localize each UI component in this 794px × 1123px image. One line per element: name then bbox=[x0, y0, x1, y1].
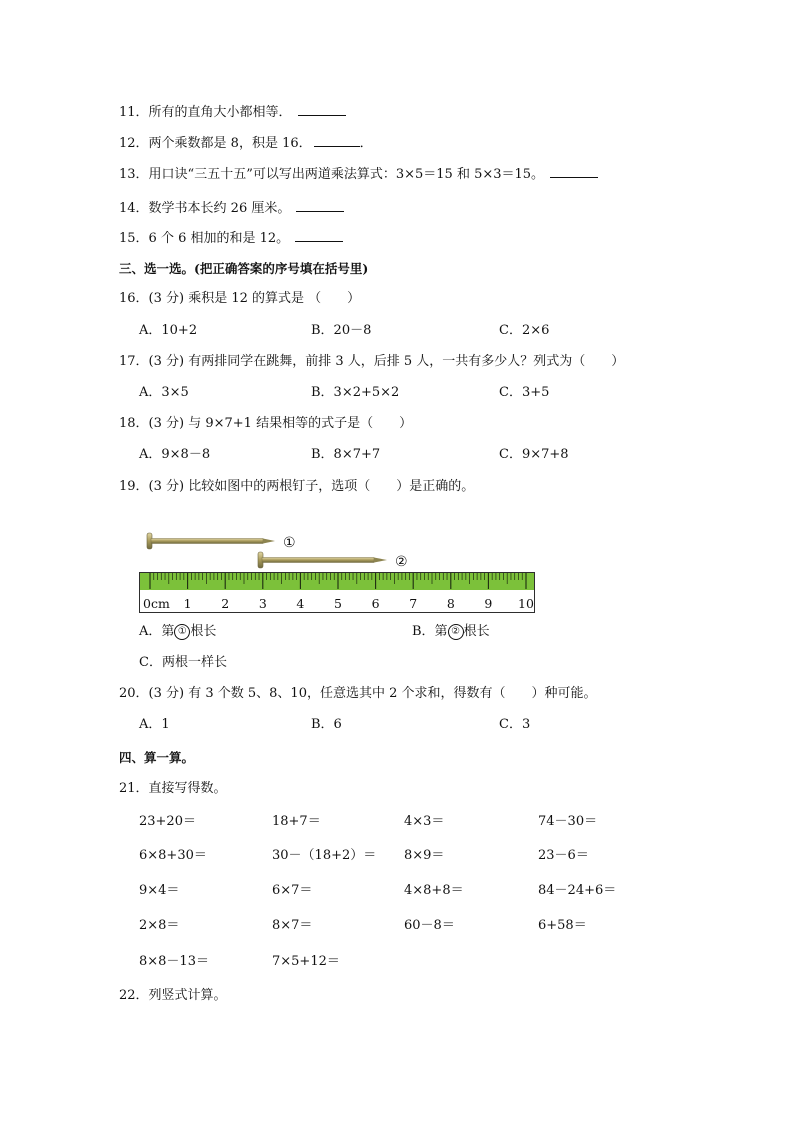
calc-item: 23－6＝ bbox=[538, 848, 589, 863]
ruler-label: 4 bbox=[296, 596, 305, 611]
option-b[interactable]: B．8×7+7 bbox=[311, 447, 381, 462]
question-20: 20．(3 分) 有 3 个数 5、8、10，任意选其中 2 个求和，得数有（ ）种可能。 bbox=[119, 686, 597, 701]
answer-blank[interactable] bbox=[298, 103, 346, 116]
calc-item: 4×8+8＝ bbox=[404, 883, 464, 898]
option-a-suffix: 根长 bbox=[190, 624, 217, 639]
calc-item: 84－24+6＝ bbox=[538, 883, 617, 898]
option-a[interactable]: A．10+2 bbox=[139, 323, 198, 338]
option-a[interactable]: A．1 bbox=[139, 717, 170, 732]
ruler-label: 10 bbox=[518, 596, 534, 611]
option-c[interactable]: C．3 bbox=[499, 717, 531, 732]
calc-item: 6×8+30＝ bbox=[139, 848, 207, 863]
answer-blank[interactable] bbox=[550, 165, 598, 178]
option-a[interactable]: A．3×5 bbox=[139, 385, 189, 400]
question-tail: ． bbox=[359, 136, 373, 151]
calc-item: 9×4＝ bbox=[139, 883, 180, 898]
ruler-label: 6 bbox=[371, 596, 380, 611]
question-13 bbox=[119, 165, 598, 184]
nail-2 bbox=[258, 552, 387, 568]
question-11 bbox=[119, 103, 346, 122]
circled-two: ② bbox=[448, 624, 464, 640]
question-21: 21．直接写得数。 bbox=[119, 781, 227, 796]
calc-item: 30－（18+2）＝ bbox=[272, 848, 377, 863]
answer-blank[interactable] bbox=[296, 199, 344, 212]
question-14 bbox=[119, 199, 344, 218]
question-17: 17．(3 分) 有两排同学在跳舞，前排 3 人，后排 5 人，一共有多少人？列式为（ ） bbox=[119, 354, 625, 369]
calc-item: 60－8＝ bbox=[404, 918, 455, 933]
nail-ruler-svg bbox=[139, 530, 539, 616]
ruler-label: 8 bbox=[446, 596, 455, 611]
option-c[interactable]: C．3+5 bbox=[499, 385, 550, 400]
calc-item: 7×5+12＝ bbox=[272, 954, 340, 969]
question-16: 16．(3 分) 乘积是 12 的算式是 （ ） bbox=[119, 291, 361, 306]
question-text: 15．6 个 6 相加的和是 12。 bbox=[119, 231, 290, 246]
question-15 bbox=[119, 229, 343, 248]
calc-item: 18+7＝ bbox=[272, 814, 321, 829]
option-c[interactable]: C．2×6 bbox=[499, 323, 550, 338]
option-b[interactable]: B．6 bbox=[311, 717, 342, 732]
ruler-label: 2 bbox=[221, 596, 230, 611]
section-3-title: 三、选一选。(把正确答案的序号填在括号里) bbox=[119, 261, 369, 276]
ruler-label: 5 bbox=[334, 596, 342, 611]
circled-one: ① bbox=[174, 624, 190, 640]
calc-item: 8×8－13＝ bbox=[139, 954, 209, 969]
option-b[interactable] bbox=[412, 623, 490, 641]
section-4-title: 四、算一算。 bbox=[119, 750, 195, 765]
ruler-label: 9 bbox=[484, 596, 493, 611]
calc-item: 2×8＝ bbox=[139, 918, 180, 933]
calc-item: 4×3＝ bbox=[404, 814, 445, 829]
calc-item: 23+20＝ bbox=[139, 814, 196, 829]
question-text: 12．两个乘数都是 8，积是 16． bbox=[119, 136, 312, 151]
option-b[interactable]: B．3×2+5×2 bbox=[311, 385, 400, 400]
option-b-suffix: 根长 bbox=[463, 624, 490, 639]
answer-blank[interactable] bbox=[314, 134, 360, 147]
answer-blank[interactable] bbox=[295, 229, 343, 242]
ruler-label: 1 bbox=[183, 596, 192, 611]
option-c[interactable]: C．两根一样长 bbox=[139, 655, 227, 670]
calc-item: 8×7＝ bbox=[272, 918, 313, 933]
nail-2-label: ② bbox=[395, 554, 408, 570]
question-text: 14．数学书本长约 26 厘米。 bbox=[119, 201, 291, 216]
question-19: 19．(3 分) 比较如图中的两根钉子，选项（ ）是正确的。 bbox=[119, 479, 475, 494]
ruler-label: 3 bbox=[258, 596, 267, 611]
calc-item: 8×9＝ bbox=[404, 848, 445, 863]
question-12 bbox=[119, 134, 373, 153]
calc-item: 6×7＝ bbox=[272, 883, 313, 898]
ruler-label: 7 bbox=[409, 596, 418, 611]
question-text: 11．所有的直角大小都相等． bbox=[119, 105, 292, 120]
calc-item: 74－30＝ bbox=[538, 814, 598, 829]
nail-1 bbox=[147, 533, 275, 549]
nail-ruler-figure bbox=[139, 530, 539, 616]
option-b-prefix: B．第 bbox=[412, 624, 448, 639]
question-text: 13．用口诀“三五十五”可以写出两道乘法算式：3×5＝15 和 5×3＝15。 bbox=[119, 167, 545, 182]
ruler-label: 0cm bbox=[143, 596, 170, 611]
question-22: 22．列竖式计算。 bbox=[119, 988, 227, 1003]
option-a[interactable]: A．9×8－8 bbox=[139, 447, 211, 462]
nail-1-label: ① bbox=[283, 535, 296, 551]
question-18: 18．(3 分) 与 9×7+1 结果相等的式子是（ ） bbox=[119, 416, 413, 431]
option-c[interactable]: C．9×7+8 bbox=[499, 447, 569, 462]
option-b[interactable]: B．20－8 bbox=[311, 323, 372, 338]
calc-item: 6+58＝ bbox=[538, 918, 587, 933]
option-a[interactable] bbox=[139, 623, 216, 641]
option-a-prefix: A．第 bbox=[139, 624, 175, 639]
